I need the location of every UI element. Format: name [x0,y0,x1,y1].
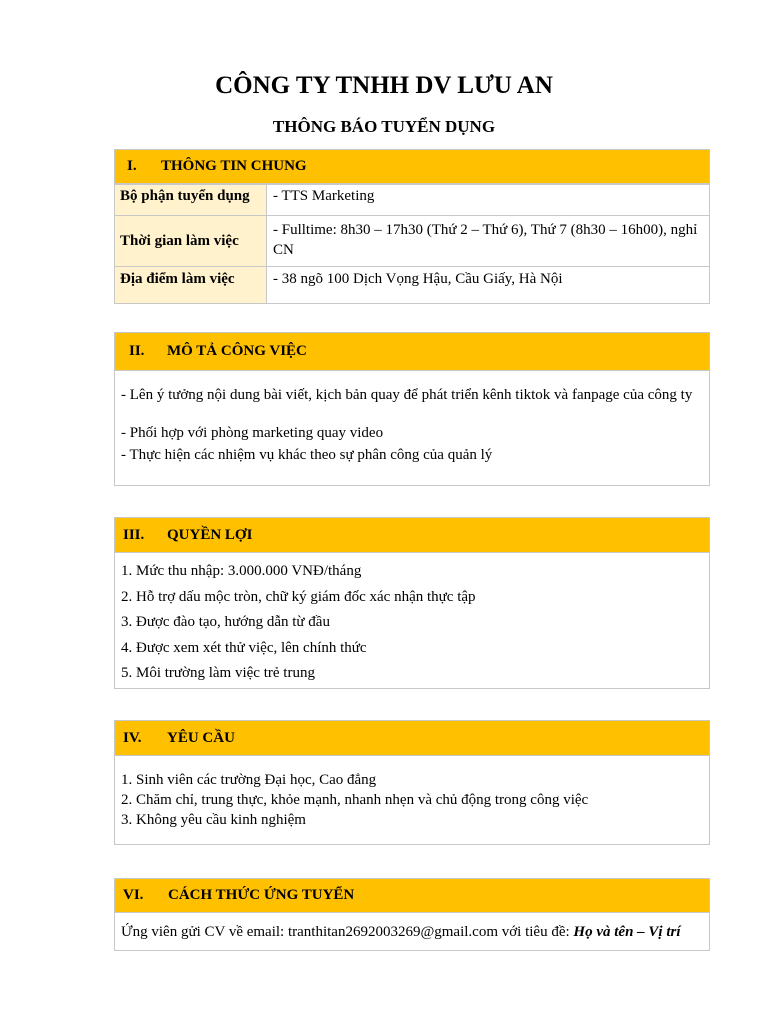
section-header [115,721,709,756]
section-general-info [114,149,710,304]
info-row [115,184,709,215]
list-item: 4. Được xem xét thử việc, lên chính thức [121,639,367,656]
info-row [115,266,709,303]
apply-instructions: Ứng viên gửi CV về email: tranthitan2692003269@gmail.com với tiêu đề: [121,924,570,940]
section-body [115,371,709,465]
section-header [115,518,709,553]
notice-title: THÔNG BÁO TUYỂN DỤNG [272,117,496,136]
section-number: IV. [123,729,142,746]
section-number: III. [123,526,145,543]
section-requirements [114,720,710,845]
list-item: 3. Không yêu cầu kinh nghiệm [121,812,306,828]
company-name: CÔNG TY TNHH DV LƯU AN [215,72,553,99]
info-row [115,215,709,266]
section-job-description [114,332,710,486]
list-item: - Thực hiện các nhiệm vụ khác theo sự phân công của quản lý [121,447,493,463]
section-number: II. [129,343,145,359]
section-number: I. [127,158,137,174]
section-benefits [114,517,710,689]
info-value: - TTS Marketing [273,188,375,204]
section-header [115,333,709,371]
list-item: 1. Sinh viên các trường Đại học, Cao đẳng [121,772,377,788]
section-body [115,553,709,687]
email-subject-format: Họ và tên – Vị trí [573,924,681,940]
section-title: THÔNG TIN CHUNG [161,158,307,174]
info-label: Thời gian làm việc [115,216,267,266]
section-title: YÊU CẦU [167,729,235,746]
list-item: 5. Môi trường làm việc trẻ trung [121,665,315,681]
list-item: 3. Được đào tạo, hướng dẫn từ đầu [121,614,330,630]
info-value: - Fulltime: 8h30 – 17h30 (Thứ 2 – Thứ 6), Thứ 7 (8h30 – 16h00), nghỉ CN [273,222,698,258]
list-item: 2. Hỗ trợ dấu mộc tròn, chữ ký giám đốc xác nhận thực tập [121,588,476,605]
list-item: 2. Chăm chỉ, trung thực, khỏe mạnh, nhanh nhẹn và chủ động trong công việc [121,792,589,808]
section-header [115,879,709,913]
section-title: MÔ TẢ CÔNG VIỆC [167,343,307,359]
section-title: QUYỀN LỢI [167,526,253,543]
list-item: - Phối hợp với phòng marketing quay video [121,425,384,441]
info-value: - 38 ngõ 100 Dịch Vọng Hậu, Cầu Giấy, Hà Nội [273,271,563,287]
section-how-to-apply [114,878,710,951]
section-body [115,913,709,942]
section-number: VI. [123,887,144,903]
section-header [115,150,709,184]
list-item: - Lên ý tưởng nội dung bài viết, kịch bản quay để phát triển kênh tiktok và fanpage của công ty [121,387,693,403]
info-label: Bộ phận tuyển dụng [115,185,267,215]
section-title: CÁCH THỨC ỨNG TUYỂN [168,887,355,903]
list-item: 1. Mức thu nhập: 3.000.000 VNĐ/tháng [121,563,362,579]
info-label: Địa điểm làm việc [115,267,267,303]
section-body [115,756,709,830]
